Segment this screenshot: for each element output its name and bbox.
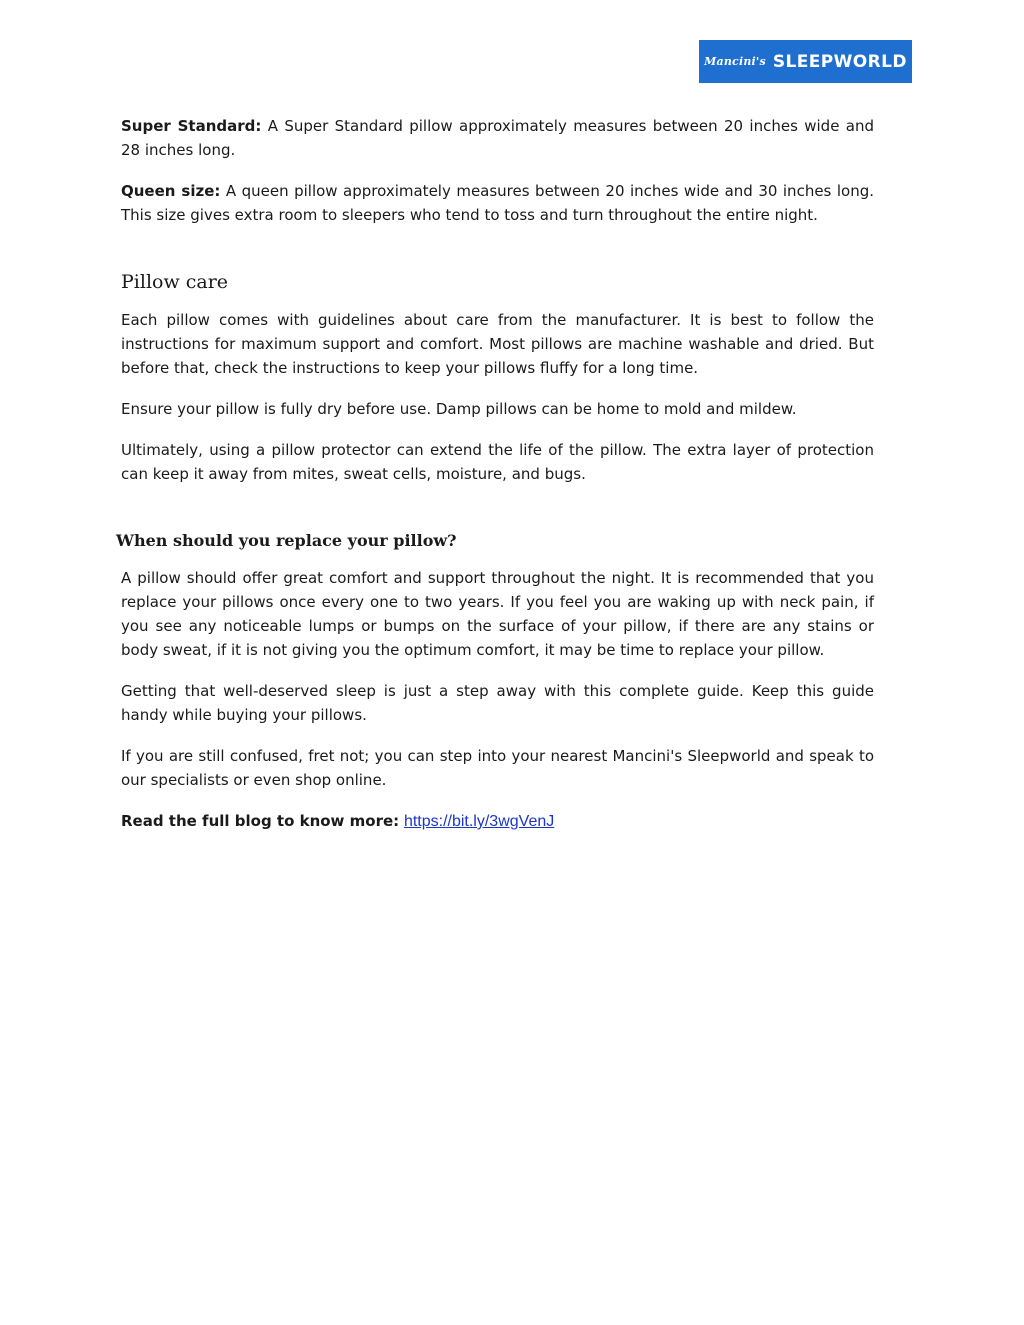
size-queen: [121, 179, 874, 227]
pillow-care-paragraph: Ultimately, using a pillow protector can extend the life of the pillow. The extra layer of protection can keep it away from mites, sweat cells, moisture, and bugs.: [121, 441, 874, 483]
size-description: A Super Standard pillow approximately measures between 20 inches wide and 28 inches long.: [121, 117, 875, 159]
blog-link[interactable]: https://bit.ly/3wgVenJ: [403, 813, 555, 830]
size-description: A queen pillow approximately measures between 20 inches wide and 30 inches long. This size gives extra room to sleepers who tend to toss and turn throughout the entire night.: [121, 182, 874, 224]
size-super-standard: [121, 114, 874, 162]
document-body: [116, 114, 875, 851]
replace-paragraph: A pillow should offer great comfort and support throughout the night. It is recommended that you replace your pillows once every one to two years. If you feel you are waking up with neck pain, if you see any noticeable lumps or bumps on the surface of your pillow, if there are any stains or body sweat, if it is not giving you the optimum comfort, it may be time to replace your pillow.: [121, 569, 874, 659]
cta-label: Read the full blog to know more:: [121, 812, 400, 830]
size-label: Super Standard:: [121, 117, 262, 135]
replace-paragraph: Getting that well-deserved sleep is just a step away with this complete guide. Keep this guide handy while buying your pillows.: [121, 682, 874, 724]
cta-line: [121, 809, 874, 834]
replace-heading: When should you replace your pillow?: [116, 531, 457, 550]
pillow-care-paragraph: Each pillow comes with guidelines about care from the manufacturer. It is best to follow the instructions for maximum support and comfort. Most pillows are machine washable and dried. But before that, check the instructions to keep your pillows fluffy for a long time.: [121, 311, 874, 377]
brand-logo: [699, 40, 912, 83]
pillow-care-heading: Pillow care: [121, 271, 229, 293]
replace-paragraph: If you are still confused, fret not; you can step into your nearest Mancini's Sleepworld and speak to our specialists or even shop online.: [121, 747, 874, 789]
size-label: Queen size:: [121, 182, 221, 200]
logo-wordmark: SLEEPWORLD: [772, 51, 907, 72]
logo-script-text: Mancini's: [704, 55, 766, 68]
pillow-care-paragraph: Ensure your pillow is fully dry before use. Damp pillows can be home to mold and mildew.: [121, 400, 797, 418]
